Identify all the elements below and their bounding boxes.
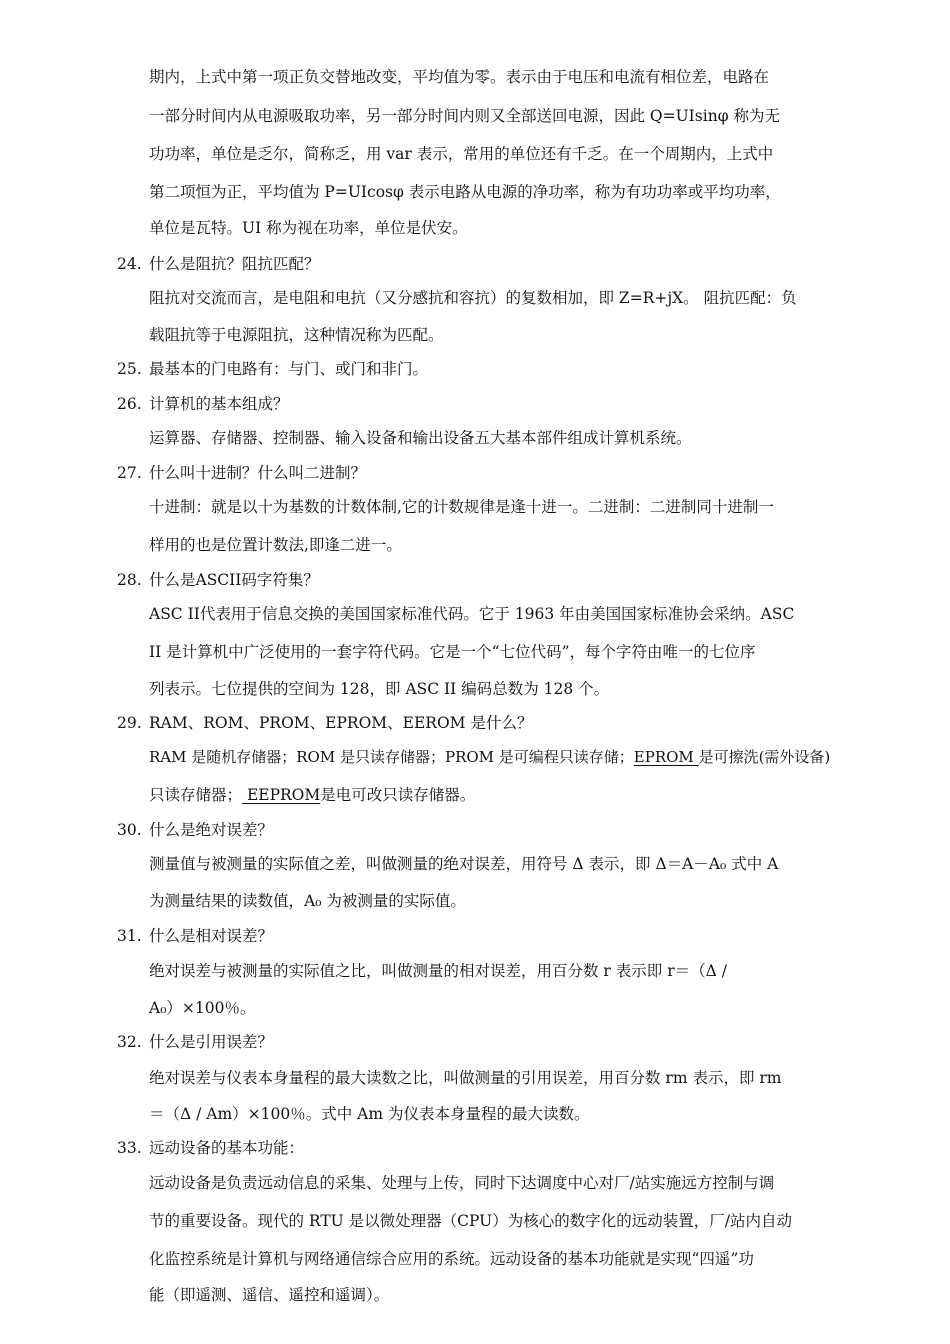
intro-line-2: 一部分时间内从电源吸取功率，另一部分时间内则又全部送回电源，因此 Q=UIsinφ 称为无 (149, 107, 780, 125)
question-text: 什么是ASCII码字符集？ (149, 571, 319, 589)
answer-text: RAM 是随机存储器；ROM 是只读存储器；PROM 是可编程只读存储； (149, 748, 634, 766)
intro-line-5: 单位是瓦特。UI 称为视在功率，单位是伏安。 (149, 219, 468, 237)
answer-text: 是可擦洗(需外设备) (698, 748, 831, 766)
question-text: 什么是绝对误差？ (149, 821, 274, 839)
intro-line-1: 期内，上式中第一项正负交替地改变，平均值为零。表示由于电压和电流有相位差，电路在 (149, 68, 770, 86)
question-text: 什么叫十进制？什么叫二进制？ (149, 464, 367, 482)
question-32 (117, 1031, 273, 1053)
answer-33-line-3: 化监控系统是计算机与网络通信综合应用的系统。远动设备的基本功能就是实现“四遥”功 (149, 1250, 754, 1268)
answer-32-line-1: 绝对误差与仪表本身量程的最大读数之比，叫做测量的引用误差，用百分数 rm 表示，即 rm (149, 1069, 782, 1087)
intro-line-3: 功功率，单位是乏尔，简称乏，用 var 表示，常用的单位还有千乏。在一个周期内，上式中 (149, 145, 774, 163)
question-number: 29. (117, 714, 142, 732)
question-28 (117, 569, 319, 591)
answer-31-line-1: 绝对误差与被测量的实际值之比，叫做测量的相对误差，用百分数 r 表示即 r＝（Δ / (149, 962, 727, 980)
question-number: 24. (117, 255, 142, 273)
answer-33-line-4: 能（即遥测、遥信、遥控和遥调）。 (149, 1286, 390, 1304)
question-text: 什么是阻抗？阻抗匹配？ (149, 255, 320, 273)
question-text: 计算机的基本组成？ (149, 395, 289, 413)
answer-32-line-2: ＝（Δ / Am）×100％。式中 Am 为仪表本身量程的最大读数。 (149, 1105, 590, 1123)
underlined-term-eeprom: EEPROM (242, 786, 321, 804)
question-text: 什么是引用误差？ (149, 1033, 274, 1051)
question-number: 31. (117, 927, 142, 945)
question-text: 远动设备的基本功能： (149, 1139, 305, 1157)
answer-30-line-2: 为测量结果的读数值，A₀ 为被测量的实际值。 (149, 892, 466, 910)
answer-28-line-2: II 是计算机中广泛使用的一套字符代码。它是一个“七位代码”，每个字符由唯一的七位序 (149, 643, 756, 661)
answer-24-line-2: 载阻抗等于电源阻抗，这种情况称为匹配。 (149, 326, 444, 344)
intro-line-4: 第二项恒为正，平均值为 P=UIcosφ 表示电路从电源的净功率，称为有功功率或平均功率， (149, 183, 781, 201)
question-30 (117, 819, 273, 841)
question-26 (117, 393, 289, 415)
answer-text: 只读存储器； (149, 786, 243, 804)
answer-28-line-3: 列表示。七位提供的空间为 128，即 ASC II 编码总数为 128 个。 (149, 680, 610, 698)
answer-29-line-1 (149, 746, 833, 768)
answer-28-line-1: ASC II代表用于信息交换的美国国家标准代码。它于 1963 年由美国国家标准协会采纳。ASC (149, 605, 795, 623)
answer-text: 是电可改只读存储器。 (320, 786, 476, 804)
question-number: 33. (117, 1139, 142, 1157)
answer-30-line-1: 测量值与被测量的实际值之差，叫做测量的绝对误差，用符号 Δ 表示，即 Δ＝A－A₀ 式中 A (149, 855, 779, 873)
question-24 (117, 253, 320, 275)
question-33 (117, 1137, 304, 1159)
question-text: 什么是相对误差？ (149, 927, 274, 945)
question-number: 30. (117, 821, 142, 839)
question-number: 25. (117, 360, 142, 378)
question-number: 32. (117, 1033, 142, 1051)
answer-27-line-1: 十进制：就是以十为基数的计数体制,它的计数规律是逢十进一。二进制：二进制同十进制一 (149, 498, 774, 516)
underlined-term-eprom: EPROM (633, 748, 699, 766)
answer-33-line-1: 远动设备是负责远动信息的采集、处理与上传，同时下达调度中心对厂/站实施远方控制与调 (149, 1174, 775, 1192)
question-number: 28. (117, 571, 142, 589)
answer-24-line-1: 阻抗对交流而言，是电阻和电抗（又分感抗和容抗）的复数相加，即 Z=R+jX。 阻抗匹配：负 (149, 289, 797, 307)
question-27 (117, 462, 366, 484)
question-number: 27. (117, 464, 142, 482)
answer-26-line-1: 运算器、存储器、控制器、输入设备和输出设备五大基本部件组成计算机系统。 (149, 429, 692, 447)
question-number: 26. (117, 395, 142, 413)
answer-27-line-2: 样用的也是位置计数法,即逢二进一。 (149, 536, 402, 554)
question-25 (117, 358, 428, 380)
answer-29-line-2 (149, 784, 833, 806)
answer-31-line-2: A₀）×100％。 (149, 999, 256, 1017)
question-text: 最基本的门电路有：与门、或门和非门。 (149, 360, 429, 378)
answer-33-line-2: 节的重要设备。现代的 RTU 是以微处理器（CPU）为核心的数字化的远动装置，厂/站内自动 (149, 1212, 792, 1230)
question-29 (117, 712, 532, 734)
question-text: RAM、ROM、PROM、EPROM、EEROM 是什么？ (149, 714, 533, 732)
question-31 (117, 925, 273, 947)
